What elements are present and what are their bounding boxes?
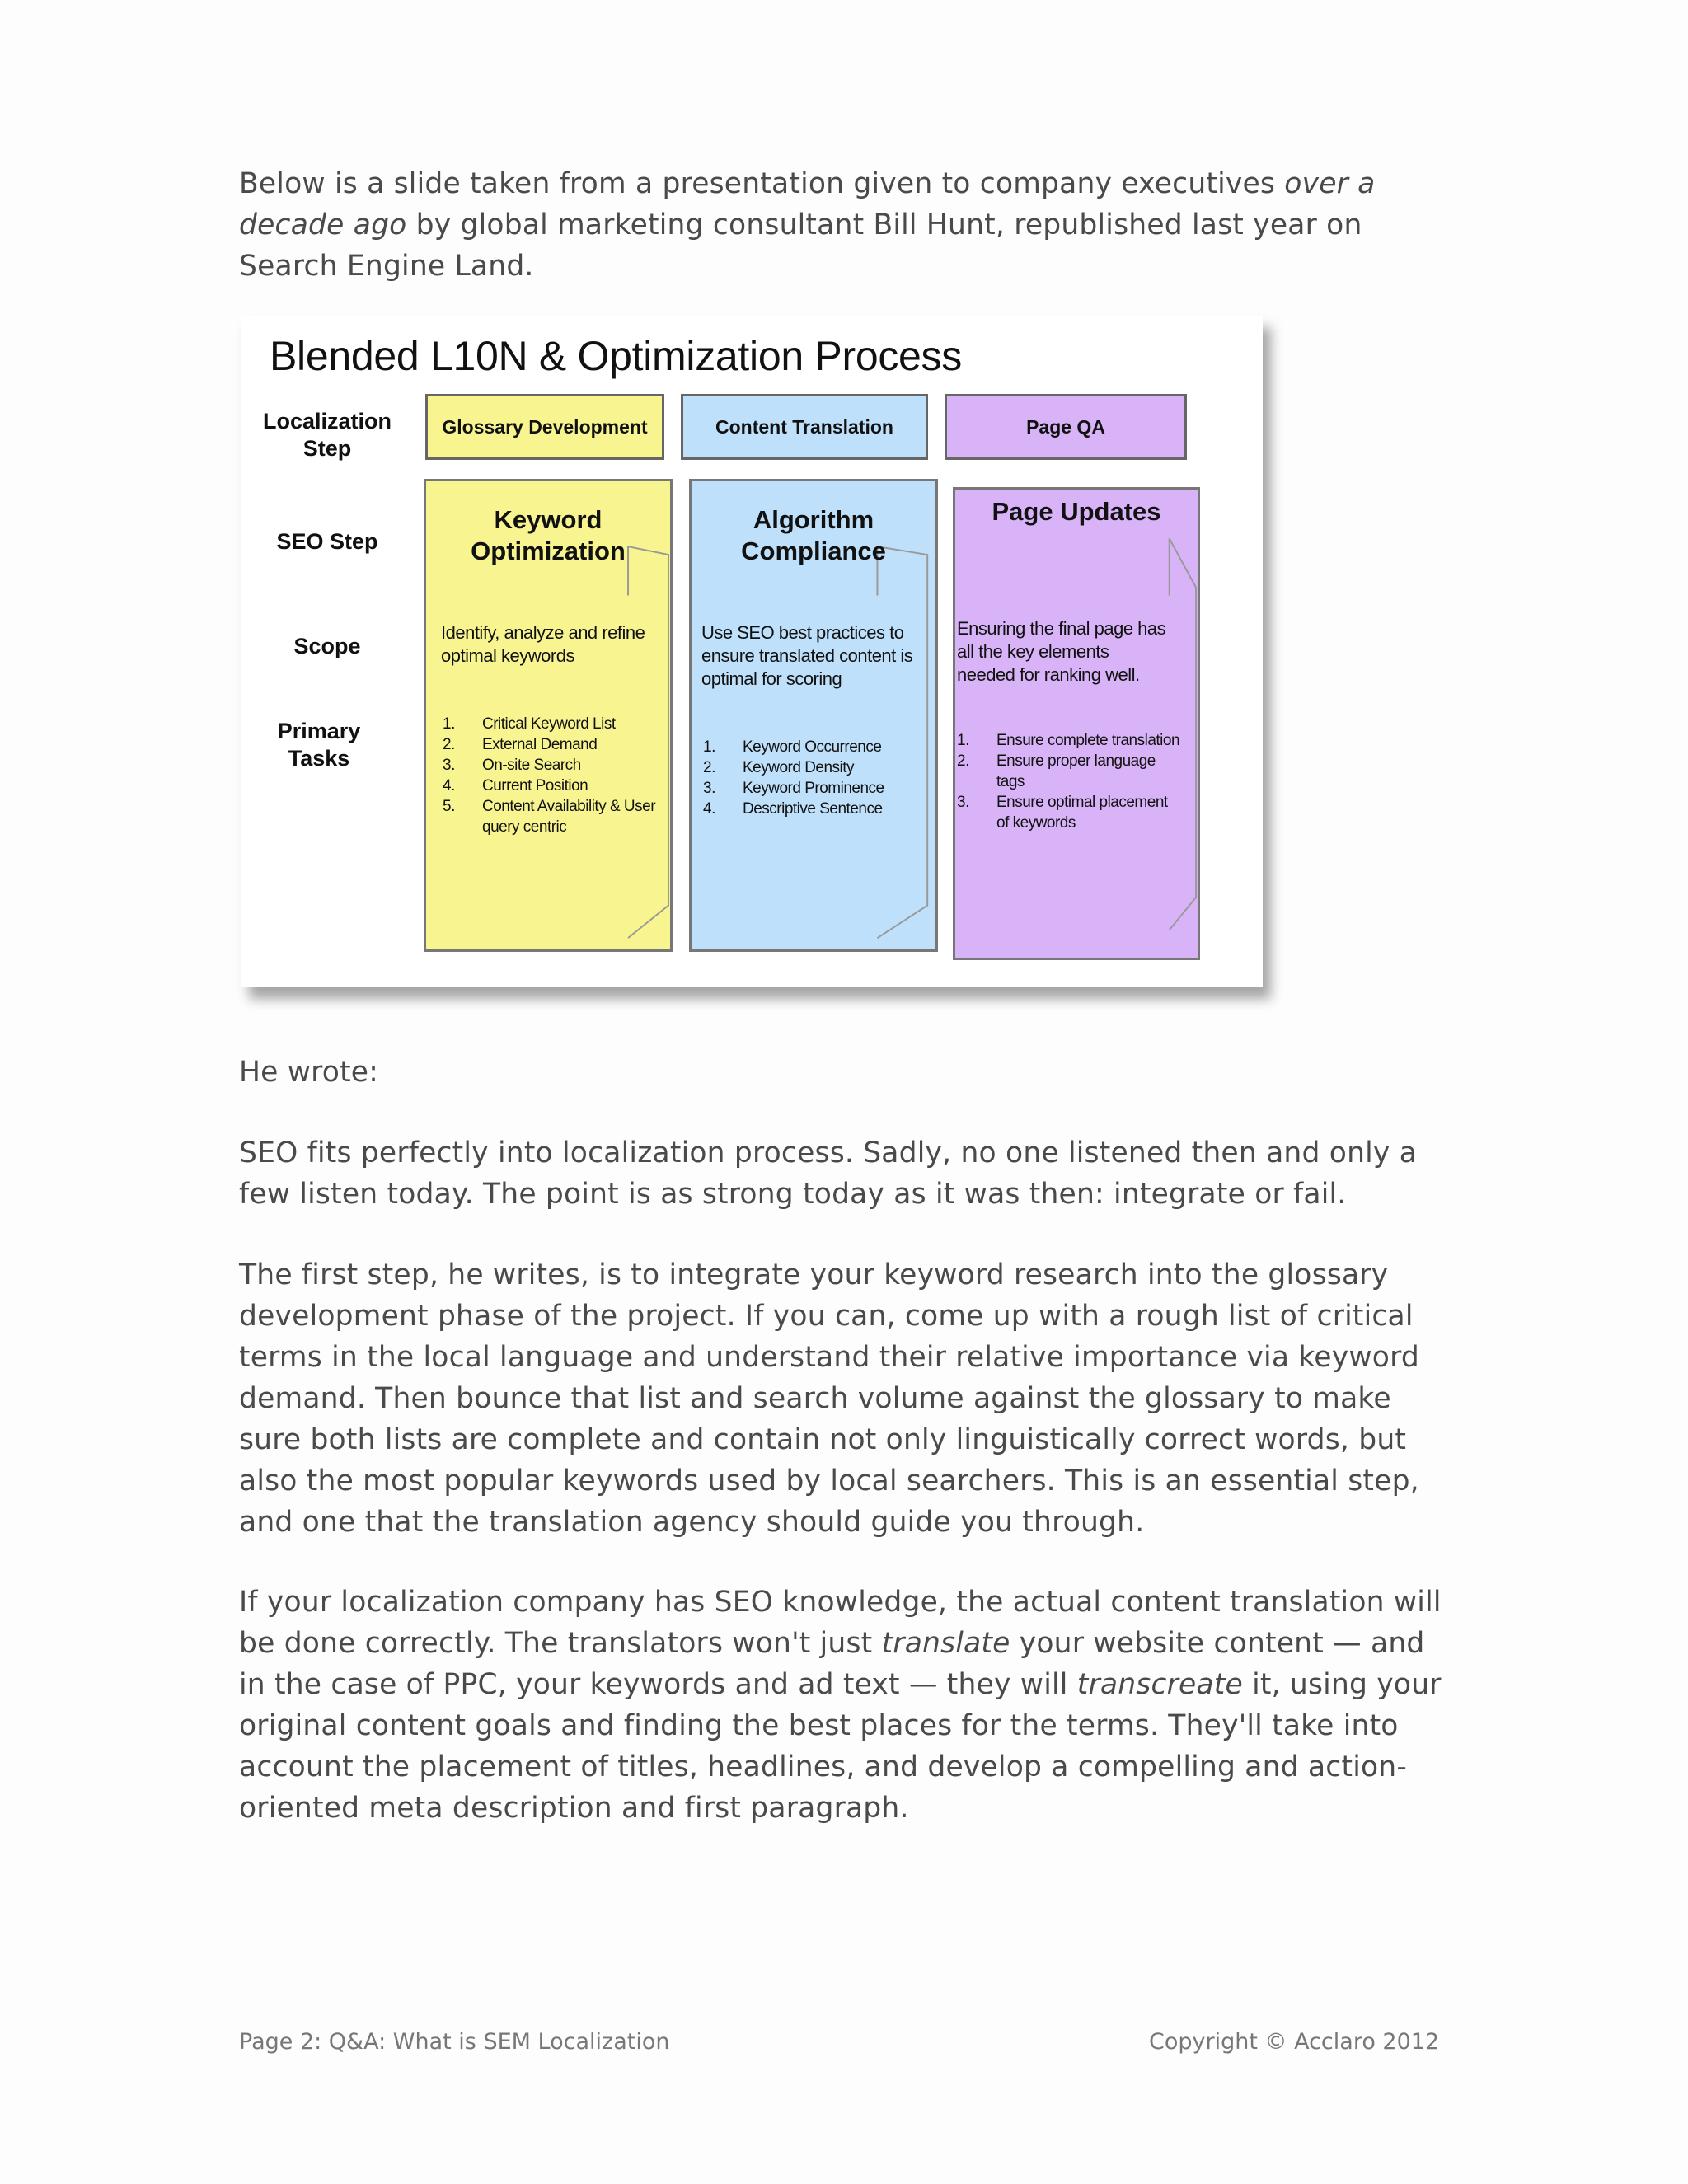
task-list: [703, 737, 926, 819]
process-slide-image: [241, 316, 1263, 987]
intro-paragraph: [239, 163, 1459, 287]
step-box-glossary: Glossary Development: [425, 394, 664, 460]
column-scope: Identify, analyze and refine optimal keywords: [441, 622, 645, 666]
task-item: [443, 755, 665, 776]
chevron-arrow-icon: [955, 490, 1198, 958]
task-list: [957, 730, 1179, 833]
column-scope: Use SEO best practices to ensure translated content is optimal for scoring: [701, 622, 913, 689]
task-text: Keyword Prominence: [743, 780, 884, 797]
task-number: 2.: [443, 736, 455, 753]
intro-text-1: Below is a slide taken from a presentation given to company executives: [239, 167, 1285, 200]
task-item: [443, 714, 665, 734]
column-keyword-optimization: [424, 479, 673, 952]
task-number: 3.: [703, 780, 715, 797]
row-label-scope: Scope: [293, 634, 361, 658]
task-text: Ensure optimal placement of keywords: [996, 794, 1168, 832]
column-scope: Ensuring the final page has all the key elements needed for ranking well.: [957, 618, 1166, 685]
task-item: [443, 796, 665, 837]
task-number: 3.: [957, 794, 969, 811]
column-algorithm-compliance: [689, 479, 938, 952]
task-number: 4.: [703, 800, 715, 818]
task-number: 4.: [443, 777, 455, 794]
task-text: Descriptive Sentence: [743, 800, 883, 818]
slide-title: Blended L10N & Optimization Process: [270, 333, 962, 379]
task-number: 5.: [443, 798, 455, 815]
intro-emphasis: over a decade ago: [239, 167, 1376, 241]
column-heading: Keyword Optimization: [471, 505, 626, 565]
he-wrote-text: He wrote:: [239, 1056, 379, 1089]
task-number: 1.: [443, 715, 455, 733]
task-number: 1.: [703, 738, 715, 756]
task-item: [703, 778, 926, 799]
para3-emphasis-translate: translate: [881, 1627, 1010, 1660]
intro-text-2: by global marketing consultant Bill Hunt, republished last year on Search Engine Land.: [239, 209, 1362, 283]
para3-text-2: your website content — and in the case of PPC, your keywords and ad text — they will: [239, 1627, 1425, 1701]
footer-copyright: Copyright © Acclaro 2012: [1149, 2029, 1440, 2055]
task-number: 2.: [703, 759, 715, 776]
task-text: On-site Search: [482, 757, 581, 774]
task-number: 1.: [957, 732, 969, 749]
translation-paragraph: [239, 1582, 1459, 1829]
task-text: Keyword Occurrence: [743, 738, 882, 756]
task-item: [957, 792, 1179, 833]
para3-text-3: it, using your original content goals and finding the best places for the terms. They'll take into account the placement of titles, headlines, and develop a compelling and action-oriented meta description and first paragraph.: [239, 1668, 1442, 1825]
task-text: Content Availability & User query centric: [482, 798, 656, 836]
row-label-primary-tasks: Primary Tasks: [277, 719, 361, 771]
task-item: [703, 799, 926, 819]
step-box-page-qa: Page QA: [945, 394, 1187, 460]
column-page-updates: [953, 487, 1200, 960]
task-text: Current Position: [482, 777, 588, 794]
task-list: [443, 714, 665, 837]
task-text: Ensure proper language tags: [996, 752, 1156, 790]
para3-text-1: If your localization company has SEO knowledge, the actual content translation will be done correctly. The translators won't just: [239, 1586, 1442, 1660]
row-label-seo: SEO Step: [276, 529, 378, 554]
column-heading: Page Updates: [992, 497, 1161, 526]
task-item: [957, 730, 1179, 751]
step-box-content-translation: Content Translation: [681, 394, 928, 460]
task-number: 3.: [443, 757, 455, 774]
task-item: [957, 751, 1179, 792]
task-text: Keyword Density: [743, 759, 855, 776]
task-text: External Demand: [482, 736, 598, 753]
task-text: Ensure complete translation: [996, 732, 1180, 749]
quote-paragraph: SEO fits perfectly into localization process. Sadly, no one listened then and only a few listen today. The point is as strong today as it was then: integrate or fail.: [239, 1137, 1418, 1211]
row-label-localization: Localization Step: [262, 409, 392, 461]
task-item: [443, 734, 665, 755]
task-item: [703, 737, 926, 757]
task-number: 2.: [957, 752, 969, 770]
task-text: Critical Keyword List: [482, 715, 616, 733]
para3-emphasis-transcreate: transcreate: [1076, 1668, 1243, 1701]
column-heading: Algorithm Compliance: [741, 505, 886, 565]
glossary-paragraph: The first step, he writes, is to integrate your keyword research into the glossary development phase of the project. If you can, come up with a rough list of critical terms in the local language and understand their relative importance via keyword demand. Then bounce that list and search volume against the glossary to make sure both lists are complete and contain not only linguistically correct words, but also the most popular keywords used by local searchers. This is an essential step, and one that the translation agency should guide you through.: [239, 1258, 1419, 1539]
task-item: [443, 776, 665, 796]
task-item: [703, 757, 926, 778]
footer-page-label: Page 2: Q&A: What is SEM Localization: [239, 2029, 670, 2055]
